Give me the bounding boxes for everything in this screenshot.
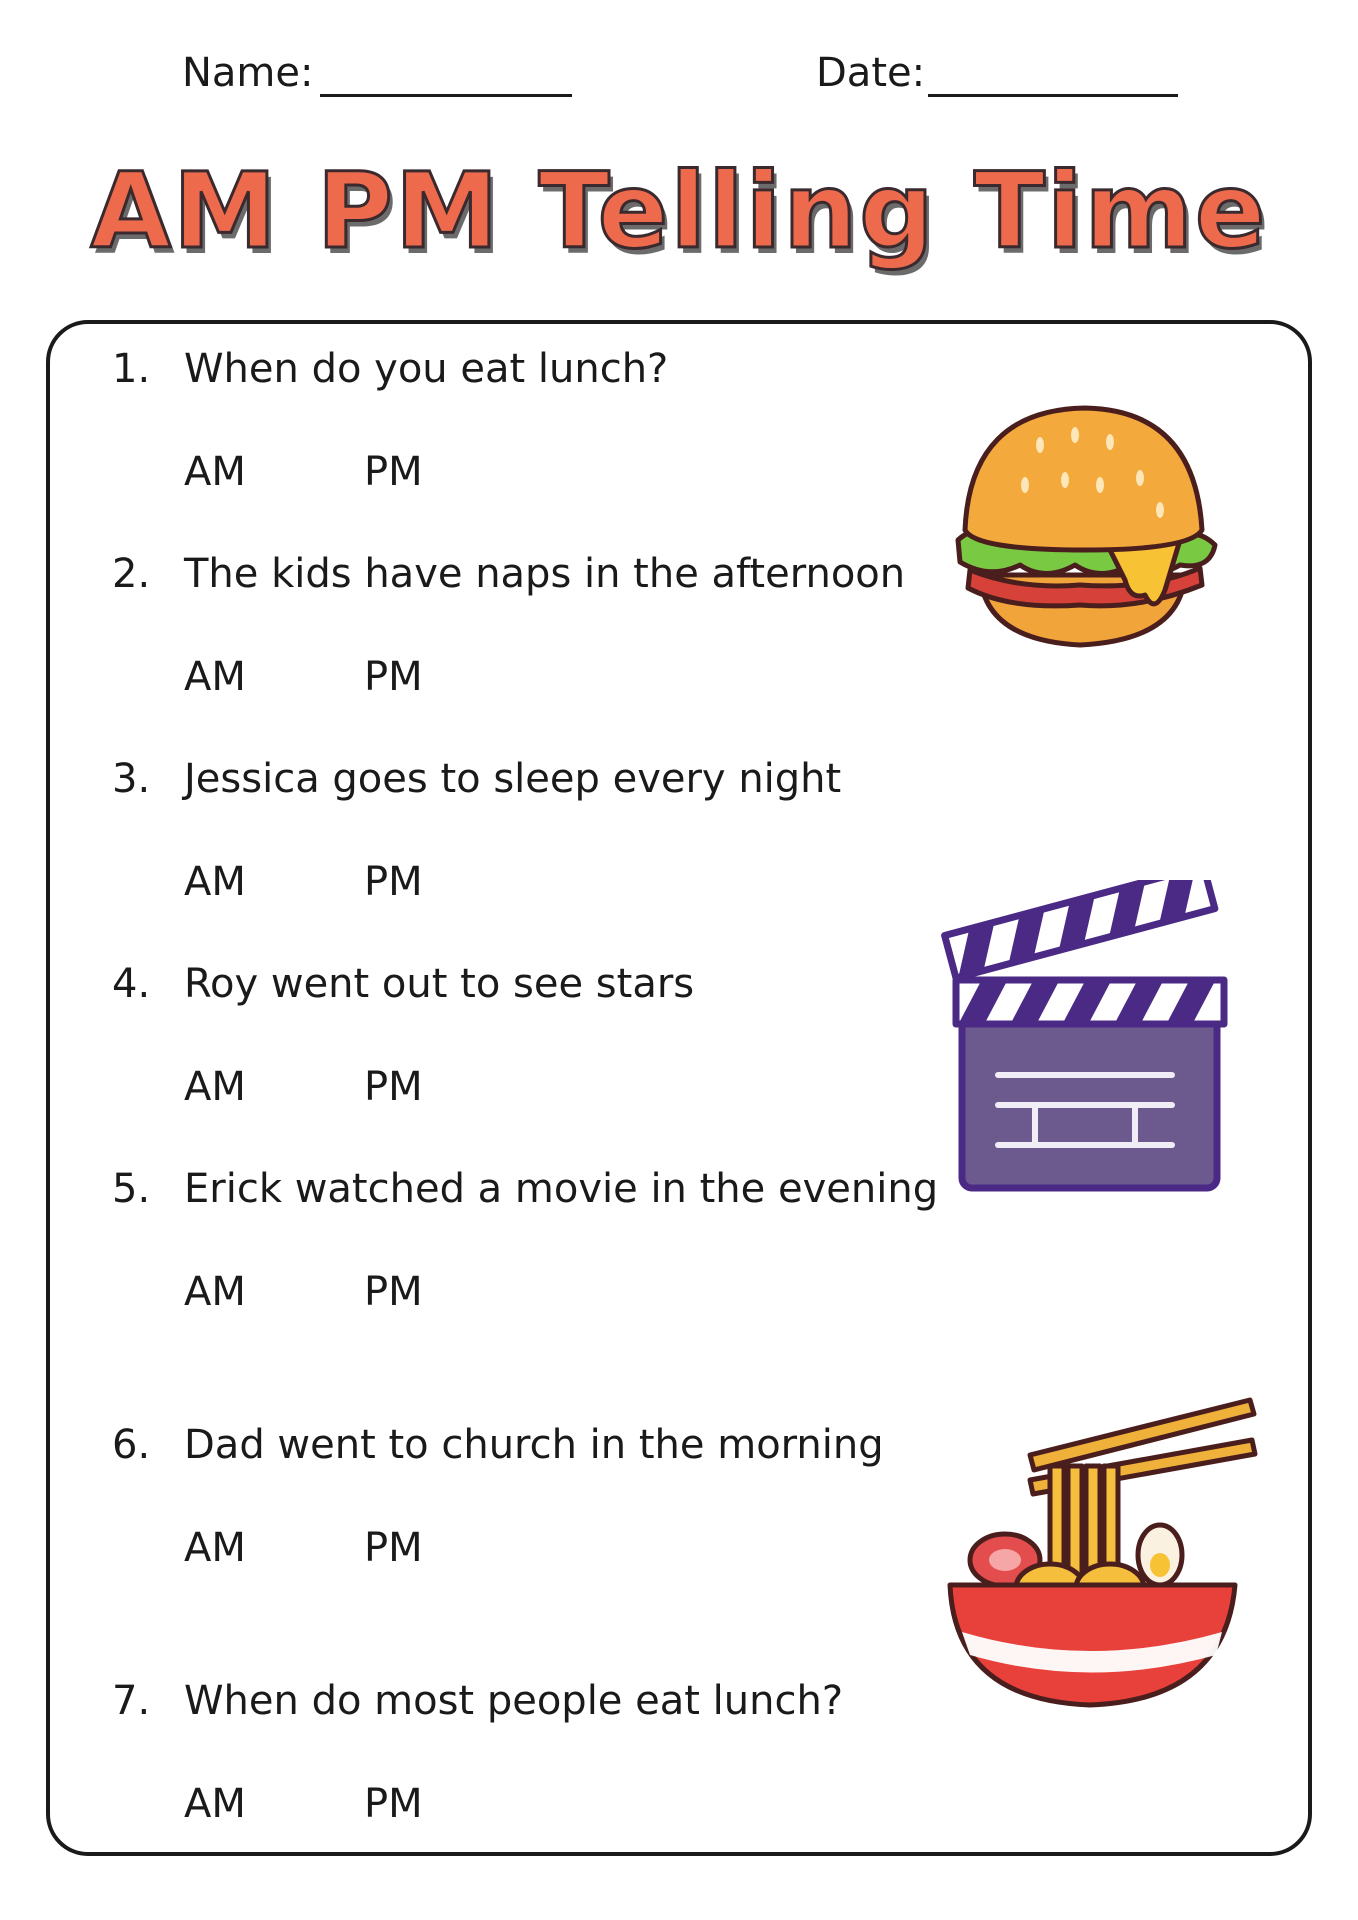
pm-option[interactable]: PM (364, 1269, 423, 1315)
pm-option[interactable]: PM (364, 859, 423, 905)
pm-option[interactable]: PM (364, 1525, 423, 1571)
am-option[interactable]: AM (184, 449, 246, 495)
clapperboard-icon (940, 880, 1230, 1210)
question-text: Erick watched a movie in the evening (184, 1166, 939, 1212)
question-number: 4. (112, 961, 151, 1007)
question-text: The kids have naps in the afternoon (184, 551, 906, 597)
question-text: Dad went to church in the morning (184, 1422, 884, 1468)
name-label: Name: (182, 50, 314, 96)
am-option[interactable]: AM (184, 859, 246, 905)
question-number: 6. (112, 1422, 151, 1468)
question-number: 5. (112, 1166, 151, 1212)
question-text: Roy went out to see stars (184, 961, 695, 1007)
date-label: Date: (816, 50, 926, 96)
name-field-line[interactable] (320, 94, 572, 97)
question-number: 2. (112, 551, 151, 597)
date-field-line[interactable] (928, 94, 1178, 97)
pm-option[interactable]: PM (364, 1064, 423, 1110)
pm-option[interactable]: PM (364, 449, 423, 495)
am-option[interactable]: AM (184, 1525, 246, 1571)
question-number: 3. (112, 756, 151, 802)
pm-option[interactable]: PM (364, 654, 423, 700)
am-option[interactable]: AM (184, 654, 246, 700)
worksheet-title: AM PM Telling Time (90, 150, 1268, 272)
am-option[interactable]: AM (184, 1781, 246, 1827)
question-text: When do you eat lunch? (184, 346, 669, 392)
question-text: When do most people eat lunch? (184, 1678, 844, 1724)
question-number: 1. (112, 346, 151, 392)
ramen-bowl-icon (930, 1370, 1260, 1720)
question-text: Jessica goes to sleep every night (184, 756, 842, 802)
pm-option[interactable]: PM (364, 1781, 423, 1827)
burger-icon (940, 400, 1230, 660)
question-number: 7. (112, 1678, 151, 1724)
am-option[interactable]: AM (184, 1064, 246, 1110)
am-option[interactable]: AM (184, 1269, 246, 1315)
